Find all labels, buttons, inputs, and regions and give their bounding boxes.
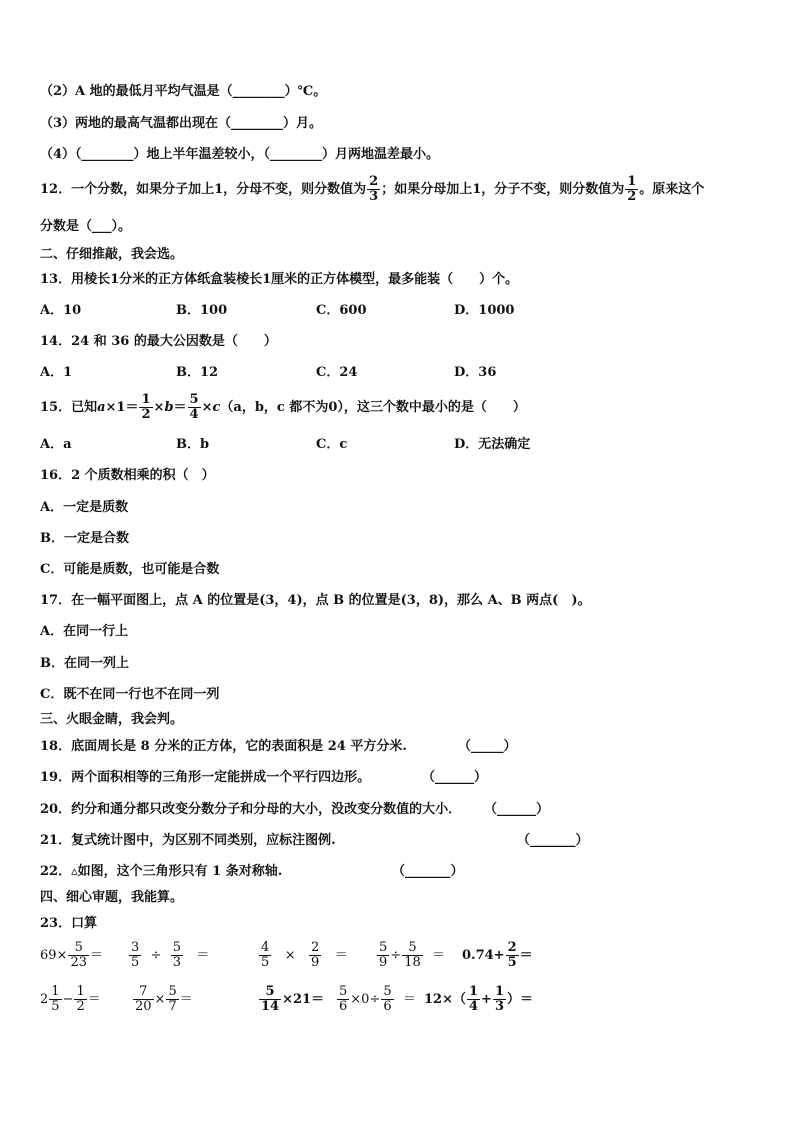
q21-stem: 21．复式统计图中，为区别不同类别，应标注图例. <box>40 833 336 848</box>
calc-expression-6: 2 $\frac{1}{5}$ − $\frac{1}{2}$ ＝ <box>40 984 101 1014</box>
q15-option-d[interactable]: D．无法确定 <box>454 437 531 452</box>
q16-option-a[interactable]: A．一定是质数 <box>40 500 129 515</box>
q22-stem: 22．▵如图，这个三角形只有 1 条对称轴. <box>40 864 283 879</box>
q19-answer-blank[interactable]: （______） <box>422 770 488 785</box>
calc-expression-3: $\frac{4}{5}$ × $\frac{2}{9}$ ＝ <box>261 940 348 970</box>
q22-answer-blank[interactable]: （_______） <box>392 864 464 879</box>
q16-option-c[interactable]: C．可能是质数，也可能是合数 <box>40 562 220 577</box>
q14-option-d[interactable]: D．36 <box>454 365 497 380</box>
q14-stem: 14．24 和 36 的最大公因数是（ ） <box>40 334 277 349</box>
q11-item-2: （2）A 地的最低月平均气温是（________）℃。 <box>40 84 327 99</box>
q14-option-c[interactable]: C．24 <box>316 365 358 380</box>
q15-option-c[interactable]: C．c <box>316 437 348 452</box>
calc-expression-5: 0.74+ $\frac{2}{5}$ ＝ <box>462 940 533 970</box>
q17-option-a[interactable]: A．在同一行上 <box>40 624 129 639</box>
q15-option-a[interactable]: A．a <box>40 437 72 452</box>
q17-option-c[interactable]: C．既不在同一行也不在同一列 <box>40 687 220 702</box>
q13-option-c[interactable]: C．600 <box>316 303 367 318</box>
fraction: $\frac{1}{2}$ <box>627 174 637 204</box>
section-2-heading: 二、仔细推敲，我会选。 <box>40 247 184 262</box>
q13-option-a[interactable]: A．10 <box>40 303 82 318</box>
q19-stem: 19．两个面积相等的三角形一定能拼成一个平行四边形。 <box>40 770 371 785</box>
section-4-heading: 四、细心审题，我能算。 <box>40 890 184 905</box>
q16-option-b[interactable]: B．一定是合数 <box>40 531 129 546</box>
q15-option-b[interactable]: B．b <box>176 437 210 452</box>
q12-line1: 12．一个分数，如果分子加上1，分母不变，则分数值为 $\frac{2}{3}$ ；如果分母加上1，分子不变，则分数值为 $\frac{1}{2}$ 。原来这个 <box>40 174 705 204</box>
calc-expression-2: $\frac{3}{5}$ ÷ $\frac{5}{3}$ ＝ <box>131 940 210 970</box>
calc-expression-7: $\frac{7}{20}$ × $\frac{5}{7}$ ＝ <box>135 984 193 1014</box>
fraction: $\frac{1}{2}$ <box>141 392 151 422</box>
q18-answer-blank[interactable]: （_____） <box>458 739 517 754</box>
q11-item-3: （3）两地的最高气温都出现在（________）月。 <box>40 116 323 131</box>
q20-answer-blank[interactable]: （______） <box>484 802 550 817</box>
calc-expression-10: 12×（ $\frac{1}{4}$ + $\frac{1}{3}$ ）＝ <box>424 984 533 1014</box>
fraction: $\frac{2}{3}$ <box>369 174 379 204</box>
calc-expression-9: $\frac{5}{6}$ ×0÷ $\frac{5}{6}$ ＝ <box>339 984 416 1014</box>
q13-option-b[interactable]: B．100 <box>176 303 228 318</box>
q12-line2: 分数是（___）。 <box>40 219 132 234</box>
q13-stem: 13．用棱长1分米的正方体纸盒装棱长1厘米的正方体模型，最多能装（ ）个。 <box>40 272 519 287</box>
calc-expression-8: $\frac{5}{14}$ ×21＝ <box>261 984 325 1014</box>
q21-answer-blank[interactable]: （_______） <box>517 833 589 848</box>
q11-item-4: （4）（________）地上半年温差较小，（________）月两地温差最小。 <box>40 147 440 162</box>
q16-stem: 16．2 个质数相乘的积（ ） <box>40 468 215 483</box>
q15-stem: 15．已知a×1＝ $\frac{1}{2}$ ×b＝ $\frac{5}{4}$ ×c（a，b，c 都不为0），这三个数中最小的是（ ） <box>40 392 526 422</box>
calc-expression-4: $\frac{5}{9}$ ÷ $\frac{5}{18}$ ＝ <box>379 940 446 970</box>
q17-option-b[interactable]: B．在同一列上 <box>40 656 129 671</box>
q14-option-b[interactable]: B．12 <box>176 365 219 380</box>
q13-option-d[interactable]: D．1000 <box>454 303 515 318</box>
q17-stem: 17．在一幅平面图上，点 A 的位置是(3，4)，点 B 的位置是(3，8)，那么 A、B 两点( )。 <box>40 593 591 608</box>
calc-expression-1: 69× $\frac{5}{23}$ ＝ <box>40 940 103 970</box>
q23-title: 23．口算 <box>40 916 98 931</box>
q20-stem: 20．约分和通分都只改变分数分子和分母的大小，没改变分数值的大小． <box>40 802 462 817</box>
q18-stem: 18．底面周长是 8 分米的正方体，它的表面积是 24 平方分米. <box>40 739 407 754</box>
q14-option-a[interactable]: A．1 <box>40 365 73 380</box>
section-3-heading: 三、火眼金睛，我会判。 <box>40 712 184 727</box>
fraction: $\frac{5}{4}$ <box>189 392 199 422</box>
